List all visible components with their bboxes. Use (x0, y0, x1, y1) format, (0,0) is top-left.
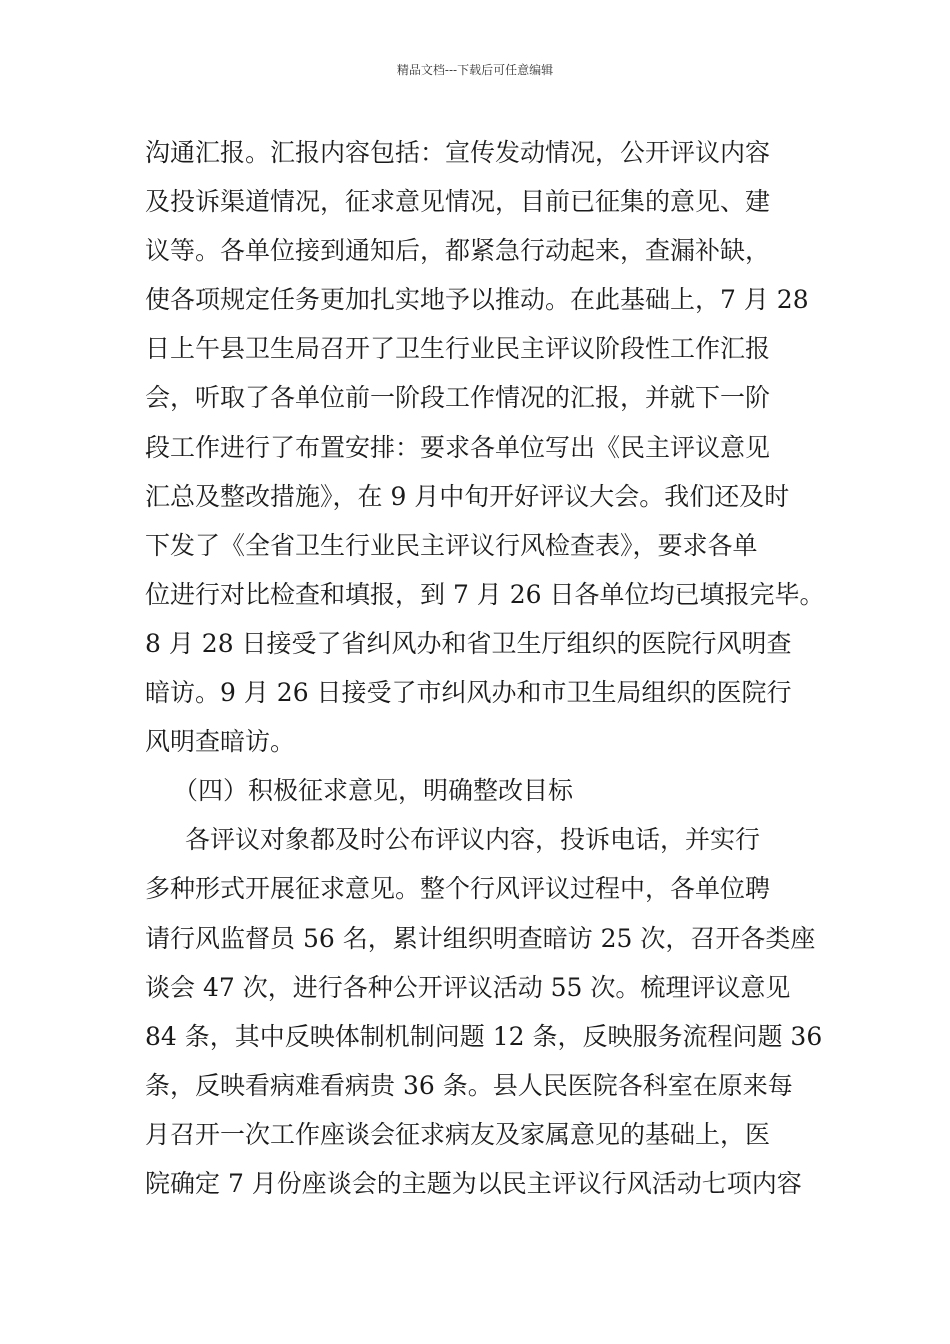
text-line: 请行风监督员 56 名，累计组织明查暗访 25 次，召开各类座 (145, 923, 816, 953)
page-header: 精品文档---下载后可任意编辑 (396, 63, 554, 77)
text-line: 下发了《全省卫生行业民主评议行风检查表》，要求各单 (145, 530, 758, 560)
text-line: 8 月 28 日接受了省纠风办和省卫生厅组织的医院行风明查 (145, 628, 792, 658)
text-line: 条，反映看病难看病贵 36 条。县人民医院各科室在原来每 (145, 1070, 793, 1100)
paragraph-first-line: 各评议对象都及时公布评议内容，投诉电话，并实行 (185, 825, 761, 855)
text-line: 谈会 47 次，进行各种公开评议活动 55 次。梳理评议意见 (145, 972, 791, 1002)
text-line: 使各项规定任务更加扎实地予以推动。在此基础上，7 月 28 (145, 285, 809, 315)
text-line: 多种形式开展征求意见。整个行风评议过程中，各单位聘 (145, 874, 771, 904)
text-line: 汇总及整改措施》，在 9 月中旬开好评议大会。我们还及时 (145, 481, 790, 511)
document-body (145, 128, 835, 1208)
text-line: 84 条，其中反映体制机制问题 12 条，反映服务流程问题 36 (145, 1021, 823, 1051)
text-line: 会，听取了各单位前一阶段工作情况的汇报，并就下一阶 (145, 383, 771, 413)
text-line: 风明查暗访。 (145, 727, 296, 757)
text-line: 暗访。9 月 26 日接受了市纠风办和市卫生局组织的医院行 (145, 678, 792, 708)
text-line: 月召开一次工作座谈会征求病友及家属意见的基础上，医 (145, 1119, 771, 1149)
text-line: 议等。各单位接到通知后，都紧急行动起来，查漏补缺， (145, 236, 771, 266)
text-line: 段工作进行了布置安排：要求各单位写出《民主评议意见 (145, 432, 771, 462)
text-line: 沟通汇报。汇报内容包括：宣传发动情况，公开评议内容 (145, 138, 771, 167)
text-line: 位进行对比检查和填报，到 7 月 26 日各单位均已填报完毕。 (145, 579, 825, 609)
text-line: 院确定 7 月份座谈会的主题为以民主评议行风活动七项内容 (145, 1168, 802, 1198)
section-heading: （四）积极征求意见，明确整改目标 (173, 776, 574, 806)
text-line: 日上午县卫生局召开了卫生行业民主评议阶段性工作汇报 (145, 334, 771, 364)
text-line: 及投诉渠道情况，征求意见情况，目前已征集的意见、建 (145, 187, 771, 217)
